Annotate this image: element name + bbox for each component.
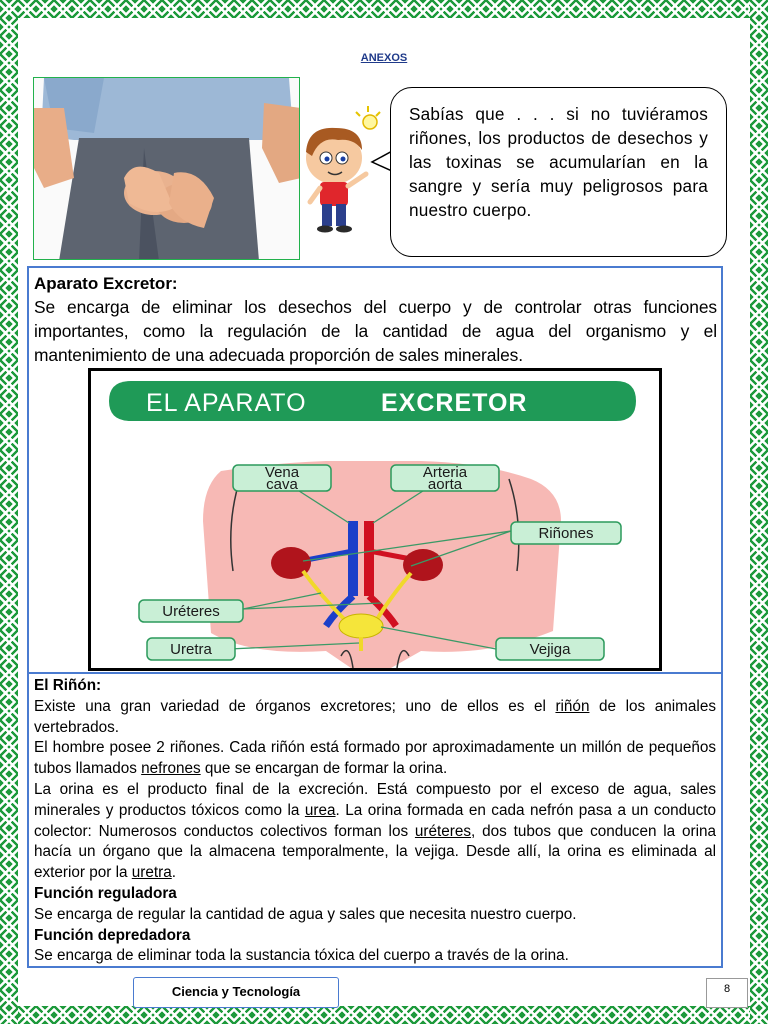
- rinon-section: [34, 676, 716, 967]
- decorative-border-bottom: [0, 1006, 768, 1024]
- label-vejiga: Vejiga: [529, 641, 571, 658]
- excretor-description: Se encarga de eliminar los desechos del cuerpo y de controlar otras funciones importantes, como la regulación de la cantidad de agua del organismo y el mantenimiento de una adecuada proporción de sales minerales.: [34, 297, 717, 365]
- rinon-p2-end: que se encargan de formar la orina.: [200, 760, 448, 778]
- funcion-depredadora-title: Función depredadora: [34, 926, 191, 944]
- label-uretra: Uretra: [170, 641, 212, 658]
- excretor-intro: [34, 273, 717, 367]
- rinon-p2-text: El hombre posee 2 riñones. Cada riñón está formado por aproximadamente un millón de pequeños tubos llamados: [34, 739, 716, 778]
- excretory-system-diagram: [88, 368, 662, 671]
- diagram-title-plain: EL APARATO: [146, 389, 307, 417]
- funcion-reguladora-text: Se encarga de regular la cantidad de agua y sales que necesita nuestro cuerpo.: [34, 905, 577, 923]
- label-vena-line2: cava: [266, 476, 298, 493]
- rinon-p1-end: de los animales vertebrados.: [34, 697, 716, 736]
- rinon-paragraph-1: [34, 697, 716, 739]
- child-photo: [33, 77, 300, 260]
- diagram-title-bold: EXCRETOR: [381, 389, 528, 417]
- section-divider: [27, 672, 723, 674]
- excretor-title: Aparato Excretor:: [34, 274, 178, 293]
- torso-shape: [203, 461, 561, 668]
- rinon-paragraph-3: [34, 780, 716, 884]
- rinon-p3-text: La orina es el producto final de la excreción. Está compuesto por el exceso de agua, sales minerales y productos tóxicos como la: [34, 780, 716, 819]
- anexos-heading[interactable]: ANEXOS: [360, 52, 408, 64]
- bladder: [339, 614, 383, 638]
- decorative-border-top: [0, 0, 768, 18]
- label-vena-line1: Vena: [264, 464, 300, 481]
- rinon-p1-text: Existe una gran variedad de órganos excretores; uno de ellos es el: [34, 697, 556, 715]
- decorative-border-right: [750, 0, 768, 1024]
- rinon-paragraph-2: [34, 738, 716, 780]
- rinon-title: El Riñón:: [34, 677, 102, 694]
- label-ureteres: Uréteres: [162, 603, 220, 620]
- label-arteria-line2: aorta: [427, 476, 463, 493]
- fun-fact-text: Sabías que . . . si no tuviéramos riñones, los productos de desechos y las toxinas se acumularían en la sangre y sería muy peligrosos para nuestro cuerpo.: [409, 104, 708, 220]
- rinon-p3-end: .: [171, 864, 176, 882]
- rinon-p3-text-2: . La orina formada en cada nefrón pasa a un conducto colector: Numerosos conductos colectivos forman los: [34, 801, 716, 840]
- link-urea[interactable]: urea: [304, 801, 336, 819]
- decorative-border-left: [0, 0, 18, 1024]
- page-number: 8: [706, 978, 748, 1008]
- label-rinones: Riñones: [538, 525, 594, 542]
- fun-fact-bubble: [390, 87, 727, 257]
- link-nefrones[interactable]: nefrones: [141, 760, 201, 778]
- rinon-p3-text-3: , dos tubos que conducen la orina hacía un órgano que la almacena temporalmente, la vejiga. Desde allí, la orina es eliminada al exterior por la: [34, 822, 716, 882]
- link-rinon[interactable]: riñón: [555, 697, 590, 715]
- label-arteria-line1: Arteria: [422, 464, 468, 481]
- funcion-depredadora-text: Se encarga de eliminar toda la sustancia tóxica del cuerpo a través de la orina.: [34, 947, 569, 965]
- subject-footer-label: Ciencia y Tecnología: [133, 977, 339, 1008]
- link-uretra[interactable]: uretra: [131, 864, 172, 882]
- funcion-reguladora-title: Función reguladora: [34, 884, 177, 902]
- link-ureteres[interactable]: uréteres: [414, 822, 472, 840]
